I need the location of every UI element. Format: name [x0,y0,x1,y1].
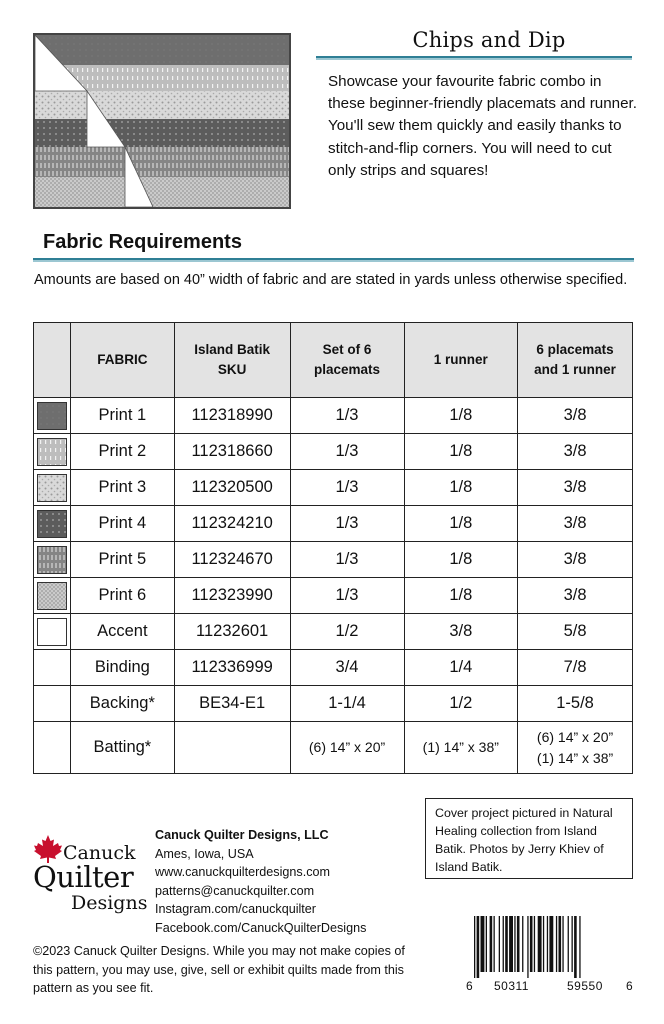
print-5-swatch [37,546,67,574]
column-header: 1 runner [404,323,518,398]
company-city: Ames, Iowa, USA [155,846,254,861]
fabric-cell: Print 1 [70,398,174,434]
fabric-cell: Binding [70,650,174,686]
runner-cell: 1/2 [404,686,518,722]
sku-cell: 112324670 [174,542,290,578]
placemats-cell: (6) 14” x 20” [290,722,404,774]
placemats-cell: 1/2 [290,614,404,650]
runner-cell: 1/8 [404,506,518,542]
table-row [34,650,633,686]
both-line-1: (6) 14” x 20” [536,728,614,745]
both-cell: 3/8 [518,578,633,614]
table-row [34,506,633,542]
runner-cell: 1/4 [404,650,518,686]
table-row [34,434,633,470]
fabric-cell: Print 6 [70,578,174,614]
both-cell: 3/8 [518,398,633,434]
table-row [34,470,633,506]
section-title: Fabric Requirements [43,231,242,253]
section-rule [33,258,634,262]
both-line-2: (1) 14” x 38” [536,749,614,766]
logo-word-3: Designs [71,892,148,914]
runner-cell: 3/8 [404,614,518,650]
placemats-cell: 1/3 [290,434,404,470]
fabric-requirements-table [33,322,633,774]
fabric-cell: Print 2 [70,434,174,470]
email-link[interactable]: patterns@canuckquilter.com [155,883,315,898]
fabric-cell: Backing* [70,686,174,722]
runner-cell: 1/8 [404,470,518,506]
both-cell: 3/8 [518,506,633,542]
copyright-notice: ©2023 Canuck Quilter Designs. While you may not make copies of this pattern, you may use, give, sell or exhibit quilts made from this pattern as you see fit. [33,944,405,995]
sku-cell [174,722,290,774]
print-6-swatch [37,582,67,610]
company-name: Canuck Quilter Designs, LLC [155,828,329,842]
yardage-note: Amounts are based on 40” width of fabric and are stated in yards unless otherwise specified. [34,272,628,288]
barcode-digits-left: 50311 [494,979,529,993]
fabric-cell: Print 4 [70,506,174,542]
column-header: Island Batik SKU [174,323,290,398]
placemats-cell: 1/3 [290,578,404,614]
sku-cell: 112320500 [174,470,290,506]
sku-cell: 112323990 [174,578,290,614]
instagram-link[interactable]: Instagram.com/canuckquilter [155,902,316,916]
column-header: Set of 6 placemats [290,323,404,398]
placemats-cell: 1/3 [290,542,404,578]
both-cell: 7/8 [518,650,633,686]
both-cell [518,722,633,774]
print-1-swatch [37,402,67,430]
facebook-link[interactable]: Facebook.com/CanuckQuilterDesigns [155,920,367,935]
logo-word-2: Quilter [33,860,134,894]
barcode-digit-suffix: 6 [626,979,634,993]
logo-word-1: Canuck [63,842,136,864]
sku-cell: 11232601 [174,614,290,650]
column-header: FABRIC [70,323,174,398]
table-row [34,722,633,774]
title-rule [316,56,632,60]
runner-cell: 1/8 [404,434,518,470]
placemats-cell: 3/4 [290,650,404,686]
sku-cell: BE34-E1 [174,686,290,722]
both-cell: 3/8 [518,434,633,470]
sku-cell: 112336999 [174,650,290,686]
sku-cell: 112324210 [174,506,290,542]
website-link[interactable]: www.canuckquilterdesigns.com [155,865,330,879]
print-2-swatch [37,438,67,466]
fabric-cell: Print 5 [70,542,174,578]
both-cell: 5/8 [518,614,633,650]
both-cell: 1-5/8 [518,686,633,722]
placemats-cell: 1-1/4 [290,686,404,722]
photo-credit: Cover project pictured in Natural Healing collection from Island Batik. Photos by Jerry Khiev of Island Batik. [425,798,633,879]
table-row [34,578,633,614]
table-row [34,398,633,434]
fabric-cell: Accent [70,614,174,650]
project-description: Showcase your favourite fabric combo in these beginner-friendly placemats and runner. You'll sew them quickly and easily thanks to stitch-and-flip corners. You will need to cut only strips and squares! [328,73,637,179]
accent-swatch [37,618,67,646]
project-title: Chips and Dip [412,28,566,52]
runner-cell: 1/8 [404,578,518,614]
print-4-swatch [37,510,67,538]
table-row [34,686,633,722]
fabric-cell: Batting* [70,722,174,774]
cover-diagram [33,33,291,209]
swatch-header [34,323,71,398]
both-cell: 3/8 [518,542,633,578]
placemats-cell: 1/3 [290,506,404,542]
column-header: 6 placemats and 1 runner [518,323,633,398]
contact-block [155,826,415,937]
placemats-cell: 1/3 [290,398,404,434]
barcode-digits-right: 59550 [567,979,603,993]
brand-logo [33,834,151,918]
table-header-row [34,323,633,398]
barcode [466,916,632,996]
table-row [34,542,633,578]
fabric-cell: Print 3 [70,470,174,506]
runner-cell: 1/8 [404,398,518,434]
sku-cell: 112318990 [174,398,290,434]
sku-cell: 112318660 [174,434,290,470]
barcode-digit-prefix: 6 [466,979,474,993]
runner-cell: (1) 14” x 38” [404,722,518,774]
placemats-cell: 1/3 [290,470,404,506]
runner-cell: 1/8 [404,542,518,578]
table-row [34,614,633,650]
print-3-swatch [37,474,67,502]
both-cell: 3/8 [518,470,633,506]
